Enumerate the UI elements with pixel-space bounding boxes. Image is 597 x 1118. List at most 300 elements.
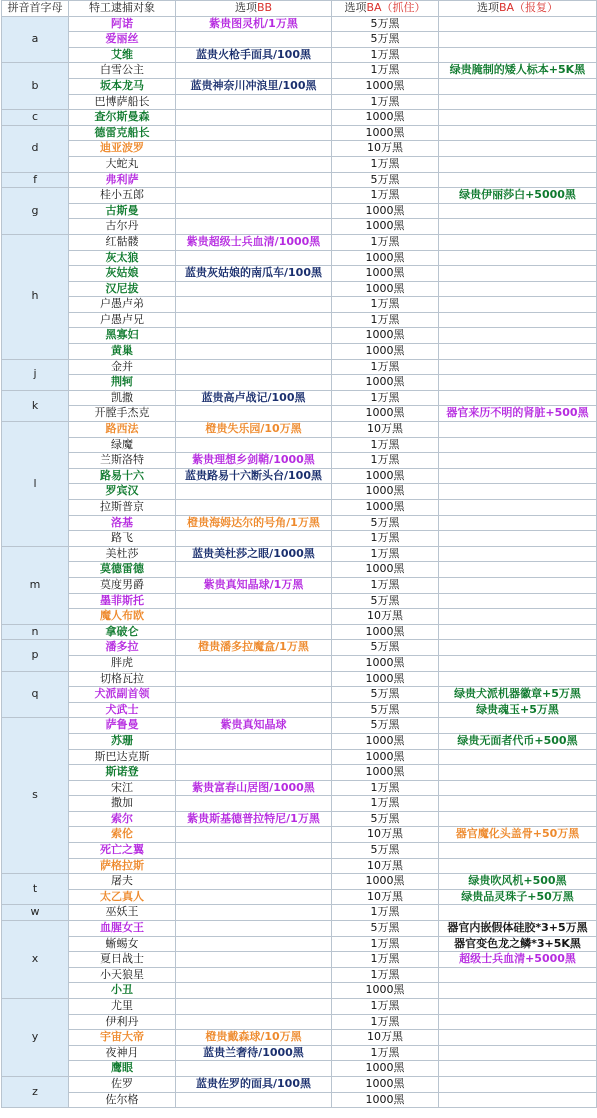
option-bb-cell [176, 94, 332, 110]
option-bb-cell [176, 609, 332, 625]
option-bb-cell [176, 874, 332, 890]
option-ba-capture-cell: 10万黑 [332, 889, 439, 905]
option-bb-cell [176, 359, 332, 375]
table-row [2, 328, 597, 344]
option-ba-capture-cell: 1000黑 [332, 406, 439, 422]
table-row [2, 188, 597, 204]
pinyin-initial-cell: l [2, 422, 69, 547]
option-ba-capture-cell: 1万黑 [332, 936, 439, 952]
option-ba-capture-cell: 1000黑 [332, 624, 439, 640]
option-ba-revenge-cell: 绿贵魂玉+5万黑 [439, 702, 597, 718]
option-bb-cell: 橙贵潘多拉魔盒/1万黑 [176, 640, 332, 656]
option-ba-capture-cell: 5万黑 [332, 640, 439, 656]
table-row [2, 453, 597, 469]
option-ba-capture-cell: 1万黑 [332, 577, 439, 593]
option-ba-revenge-cell [439, 94, 597, 110]
option-ba-revenge-cell [439, 967, 597, 983]
target-name-cell: 古尔丹 [69, 219, 176, 235]
table-row [2, 172, 597, 188]
option-ba-revenge-cell [439, 905, 597, 921]
table-row [2, 593, 597, 609]
option-bb-cell: 蓝贵高卢战记/100黑 [176, 390, 332, 406]
option-bb-cell [176, 1092, 332, 1108]
table-row [2, 375, 597, 391]
option-ba-revenge-cell: 器官来历不明的肾脏+500黑 [439, 406, 597, 422]
option-ba-capture-cell: 1万黑 [332, 1045, 439, 1061]
table-row [2, 655, 597, 671]
option-ba-capture-cell: 1万黑 [332, 437, 439, 453]
target-name-cell: 美杜莎 [69, 546, 176, 562]
option-bb-cell: 紫贵真知晶球 [176, 718, 332, 734]
option-ba-revenge-cell [439, 32, 597, 48]
table-row [2, 406, 597, 422]
option-ba-revenge-cell [439, 843, 597, 859]
option-ba-capture-cell: 10万黑 [332, 827, 439, 843]
option-bb-cell: 蓝贵神奈川冲浪里/100黑 [176, 78, 332, 94]
target-name-cell: 路飞 [69, 531, 176, 547]
option-bb-cell [176, 141, 332, 157]
table-row [2, 250, 597, 266]
table-row [2, 983, 597, 999]
option-bb-cell: 蓝贵路易十六断头台/100黑 [176, 468, 332, 484]
option-bb-cell [176, 655, 332, 671]
target-name-cell: 拉斯普京 [69, 500, 176, 516]
table-row [2, 952, 597, 968]
option-ba-capture-cell: 1000黑 [332, 328, 439, 344]
table-row [2, 905, 597, 921]
table-row [2, 702, 597, 718]
target-name-cell: 墨菲斯托 [69, 593, 176, 609]
table-row [2, 874, 597, 890]
target-name-cell: 苏珊 [69, 733, 176, 749]
option-ba-revenge-cell [439, 266, 597, 282]
target-name-cell: 索尔 [69, 811, 176, 827]
option-bb-cell [176, 967, 332, 983]
option-ba-capture-cell: 1000黑 [332, 203, 439, 219]
table-row [2, 390, 597, 406]
option-ba-capture-cell: 5万黑 [332, 16, 439, 32]
option-bb-cell: 紫贵富春山居图/1000黑 [176, 780, 332, 796]
option-bb-cell [176, 110, 332, 126]
table-row [2, 437, 597, 453]
pinyin-initial-cell: q [2, 671, 69, 718]
option-bb-cell [176, 827, 332, 843]
option-ba-capture-cell: 1000黑 [332, 110, 439, 126]
table-row [2, 422, 597, 438]
table-row [2, 889, 597, 905]
target-name-cell: 巫妖王 [69, 905, 176, 921]
target-name-cell: 桂小五郎 [69, 188, 176, 204]
option-ba-capture-cell: 1000黑 [332, 78, 439, 94]
header-pinyin-initial: 拼音首字母 [2, 1, 69, 17]
option-ba-capture-cell: 5万黑 [332, 702, 439, 718]
option-ba-revenge-cell [439, 796, 597, 812]
option-bb-cell: 紫贵真知晶球/1万黑 [176, 577, 332, 593]
option-bb-cell [176, 796, 332, 812]
target-name-cell: 萨格拉斯 [69, 858, 176, 874]
option-bb-cell [176, 531, 332, 547]
option-ba-revenge-cell: 绿贵吹风机+500黑 [439, 874, 597, 890]
option-ba-capture-cell: 1万黑 [332, 312, 439, 328]
pinyin-initial-cell: x [2, 921, 69, 999]
option-ba-revenge-cell [439, 671, 597, 687]
table-row [2, 796, 597, 812]
option-bb-cell [176, 843, 332, 859]
option-ba-revenge-cell [439, 609, 597, 625]
option-ba-revenge-cell: 器官变色龙之鳞*3+5K黑 [439, 936, 597, 952]
option-ba-revenge-cell: 器官内嵌假体硅胶*3+5万黑 [439, 921, 597, 937]
option-bb-cell [176, 858, 332, 874]
table-row [2, 718, 597, 734]
option-bb-cell [176, 297, 332, 313]
option-bb-cell [176, 500, 332, 516]
option-ba-capture-cell: 1万黑 [332, 531, 439, 547]
option-ba-revenge-cell [439, 203, 597, 219]
option-ba-capture-cell: 10万黑 [332, 858, 439, 874]
option-ba-revenge-cell [439, 78, 597, 94]
target-name-cell: 萨鲁曼 [69, 718, 176, 734]
target-name-cell: 户愚卢弟 [69, 297, 176, 313]
option-ba-capture-cell: 1万黑 [332, 188, 439, 204]
header-option-ba-capture: 选项BA（抓住） [332, 1, 439, 17]
option-bb-cell [176, 671, 332, 687]
target-name-cell: 户愚卢兄 [69, 312, 176, 328]
target-name-cell: 莫度男爵 [69, 577, 176, 593]
target-name-cell: 红骷髅 [69, 234, 176, 250]
target-name-cell: 小丑 [69, 983, 176, 999]
option-ba-revenge-cell: 器官魔化头盖骨+50万黑 [439, 827, 597, 843]
option-ba-revenge-cell [439, 780, 597, 796]
table-row [2, 671, 597, 687]
target-name-cell: 血腥女王 [69, 921, 176, 937]
table-row [2, 281, 597, 297]
table-row [2, 1092, 597, 1108]
option-bb-cell: 蓝贵佐罗的面具/100黑 [176, 1076, 332, 1092]
target-name-cell: 潘多拉 [69, 640, 176, 656]
option-ba-capture-cell: 1000黑 [332, 266, 439, 282]
option-ba-capture-cell: 10万黑 [332, 422, 439, 438]
pinyin-initial-cell: t [2, 874, 69, 905]
option-ba-revenge-cell [439, 1061, 597, 1077]
option-ba-revenge-cell [439, 655, 597, 671]
pinyin-initial-cell: j [2, 359, 69, 390]
option-bb-cell [176, 375, 332, 391]
option-ba-revenge-cell [439, 141, 597, 157]
table-row [2, 500, 597, 516]
option-bb-cell [176, 593, 332, 609]
table-row [2, 1014, 597, 1030]
table-row [2, 843, 597, 859]
target-name-cell: 爱丽丝 [69, 32, 176, 48]
option-ba-capture-cell: 1万黑 [332, 546, 439, 562]
option-ba-capture-cell: 1000黑 [332, 562, 439, 578]
pinyin-initial-cell: y [2, 999, 69, 1077]
option-bb-cell [176, 687, 332, 703]
option-ba-revenge-cell [439, 437, 597, 453]
target-name-cell: 黑寡妇 [69, 328, 176, 344]
option-ba-capture-cell: 1000黑 [332, 281, 439, 297]
option-ba-revenge-cell [439, 1030, 597, 1046]
target-name-cell: 犬派副首领 [69, 687, 176, 703]
table-row [2, 577, 597, 593]
option-ba-capture-cell: 1万黑 [332, 390, 439, 406]
option-bb-cell [176, 921, 332, 937]
option-ba-revenge-cell [439, 219, 597, 235]
table-row [2, 1061, 597, 1077]
option-ba-revenge-cell [439, 359, 597, 375]
table-row [2, 562, 597, 578]
option-bb-cell: 蓝贵灰姑娘的南瓜车/100黑 [176, 266, 332, 282]
target-name-cell: 太乙真人 [69, 889, 176, 905]
option-bb-cell: 紫贵超级士兵血清/1000黑 [176, 234, 332, 250]
option-ba-capture-cell: 1000黑 [332, 765, 439, 781]
table-row [2, 359, 597, 375]
table-row [2, 78, 597, 94]
option-ba-capture-cell: 1万黑 [332, 952, 439, 968]
target-name-cell: 白雪公主 [69, 63, 176, 79]
target-name-cell: 黄巢 [69, 344, 176, 360]
target-name-cell: 查尔斯曼森 [69, 110, 176, 126]
option-bb-cell [176, 312, 332, 328]
target-name-cell: 拿破仑 [69, 624, 176, 640]
option-bb-cell [176, 63, 332, 79]
table-row [2, 765, 597, 781]
target-name-cell: 尤里 [69, 999, 176, 1015]
table-row [2, 110, 597, 126]
table-row [2, 546, 597, 562]
option-ba-capture-cell: 1000黑 [332, 733, 439, 749]
target-name-cell: 灰太狼 [69, 250, 176, 266]
table-row [2, 63, 597, 79]
option-bb-cell [176, 624, 332, 640]
option-ba-capture-cell: 1000黑 [332, 484, 439, 500]
option-ba-revenge-cell [439, 281, 597, 297]
option-bb-cell [176, 1014, 332, 1030]
target-name-cell: 宋江 [69, 780, 176, 796]
option-ba-revenge-cell [439, 312, 597, 328]
option-ba-revenge-cell [439, 1092, 597, 1108]
pinyin-initial-cell: s [2, 718, 69, 874]
option-ba-capture-cell: 1000黑 [332, 983, 439, 999]
option-ba-revenge-cell [439, 577, 597, 593]
target-name-cell: 坂本龙马 [69, 78, 176, 94]
option-bb-cell [176, 1061, 332, 1077]
target-name-cell: 兰斯洛特 [69, 453, 176, 469]
option-ba-capture-cell: 1000黑 [332, 1076, 439, 1092]
table-row [2, 94, 597, 110]
option-ba-capture-cell: 5万黑 [332, 921, 439, 937]
pinyin-initial-cell: k [2, 390, 69, 421]
option-bb-cell [176, 250, 332, 266]
pinyin-initial-cell: c [2, 110, 69, 126]
table-row [2, 266, 597, 282]
option-ba-revenge-cell [439, 999, 597, 1015]
option-bb-cell [176, 32, 332, 48]
target-name-cell: 艾维 [69, 47, 176, 63]
target-name-cell: 斯诺登 [69, 765, 176, 781]
option-bb-cell [176, 702, 332, 718]
option-bb-cell [176, 936, 332, 952]
table-row [2, 203, 597, 219]
option-bb-cell [176, 344, 332, 360]
table-row [2, 312, 597, 328]
pinyin-initial-cell: h [2, 234, 69, 359]
table-row [2, 234, 597, 250]
pinyin-initial-cell: f [2, 172, 69, 188]
option-ba-revenge-cell [439, 453, 597, 469]
option-bb-cell [176, 437, 332, 453]
target-name-cell: 荆轲 [69, 375, 176, 391]
table-row [2, 811, 597, 827]
target-name-cell: 莫德雷德 [69, 562, 176, 578]
target-name-cell: 魔人布欧 [69, 609, 176, 625]
option-ba-revenge-cell [439, 344, 597, 360]
table-row [2, 936, 597, 952]
option-ba-capture-cell: 1000黑 [332, 500, 439, 516]
table-row [2, 1030, 597, 1046]
table-row [2, 219, 597, 235]
option-ba-revenge-cell [439, 390, 597, 406]
option-ba-revenge-cell [439, 858, 597, 874]
pinyin-initial-cell: z [2, 1076, 69, 1107]
option-ba-capture-cell: 1万黑 [332, 94, 439, 110]
target-name-cell: 绿魔 [69, 437, 176, 453]
target-name-cell: 屠夫 [69, 874, 176, 890]
option-ba-capture-cell: 1000黑 [332, 468, 439, 484]
table-row [2, 1045, 597, 1061]
option-bb-cell [176, 749, 332, 765]
pinyin-initial-cell: p [2, 640, 69, 671]
option-ba-revenge-cell [439, 484, 597, 500]
option-ba-revenge-cell [439, 172, 597, 188]
option-ba-capture-cell: 1000黑 [332, 655, 439, 671]
table-body [2, 16, 597, 1108]
option-ba-revenge-cell [439, 531, 597, 547]
table-row [2, 531, 597, 547]
target-name-cell: 佐罗 [69, 1076, 176, 1092]
option-ba-capture-cell: 1万黑 [332, 359, 439, 375]
target-name-cell: 胖虎 [69, 655, 176, 671]
option-ba-capture-cell: 1000黑 [332, 125, 439, 141]
option-ba-revenge-cell [439, 640, 597, 656]
option-bb-cell [176, 999, 332, 1015]
option-ba-revenge-cell [439, 624, 597, 640]
table-row [2, 32, 597, 48]
target-name-cell: 夜神月 [69, 1045, 176, 1061]
table-row [2, 921, 597, 937]
option-ba-revenge-cell [439, 250, 597, 266]
table-row [2, 609, 597, 625]
pinyin-initial-cell: m [2, 546, 69, 624]
option-ba-revenge-cell [439, 156, 597, 172]
option-ba-revenge-cell [439, 234, 597, 250]
option-ba-revenge-cell [439, 1014, 597, 1030]
table-header [2, 1, 597, 17]
option-ba-revenge-cell [439, 125, 597, 141]
option-bb-cell [176, 188, 332, 204]
header-target: 特工逮捕对象 [69, 1, 176, 17]
option-ba-revenge-cell: 绿贵品灵珠子+50万黑 [439, 889, 597, 905]
option-ba-revenge-cell: 绿贵腌制的矮人标本+5K黑 [439, 63, 597, 79]
option-ba-revenge-cell [439, 546, 597, 562]
target-name-cell: 开膛手杰克 [69, 406, 176, 422]
target-name-cell: 夏日战士 [69, 952, 176, 968]
option-ba-revenge-cell [439, 1045, 597, 1061]
option-ba-capture-cell: 10万黑 [332, 141, 439, 157]
option-ba-capture-cell: 1000黑 [332, 1092, 439, 1108]
header-option-bb: 选项BB [176, 1, 332, 17]
table-row [2, 999, 597, 1015]
option-ba-capture-cell: 1万黑 [332, 780, 439, 796]
table-row [2, 16, 597, 32]
option-ba-capture-cell: 5万黑 [332, 172, 439, 188]
option-ba-capture-cell: 5万黑 [332, 593, 439, 609]
option-ba-capture-cell: 1万黑 [332, 999, 439, 1015]
target-name-cell: 斯巴达克斯 [69, 749, 176, 765]
option-bb-cell [176, 406, 332, 422]
option-bb-cell [176, 203, 332, 219]
target-name-cell: 迪亚波罗 [69, 141, 176, 157]
option-bb-cell [176, 889, 332, 905]
option-ba-capture-cell: 10万黑 [332, 609, 439, 625]
option-ba-revenge-cell [439, 47, 597, 63]
option-ba-revenge-cell [439, 375, 597, 391]
target-name-cell: 汉尼拔 [69, 281, 176, 297]
option-ba-revenge-cell: 绿贵犬派机器徽章+5万黑 [439, 687, 597, 703]
option-ba-capture-cell: 1万黑 [332, 47, 439, 63]
table-row [2, 624, 597, 640]
option-ba-revenge-cell [439, 811, 597, 827]
option-ba-capture-cell: 1万黑 [332, 1014, 439, 1030]
option-ba-capture-cell: 10万黑 [332, 1030, 439, 1046]
table-row [2, 468, 597, 484]
option-ba-revenge-cell [439, 328, 597, 344]
option-ba-capture-cell: 1000黑 [332, 344, 439, 360]
option-ba-revenge-cell [439, 562, 597, 578]
option-ba-capture-cell: 1000黑 [332, 219, 439, 235]
option-ba-capture-cell: 1000黑 [332, 375, 439, 391]
option-bb-cell: 蓝贵火枪手面具/100黑 [176, 47, 332, 63]
option-ba-revenge-cell [439, 749, 597, 765]
option-ba-revenge-cell [439, 515, 597, 531]
target-name-cell: 德雷克船长 [69, 125, 176, 141]
table-row [2, 344, 597, 360]
option-ba-capture-cell: 1万黑 [332, 234, 439, 250]
option-bb-cell [176, 328, 332, 344]
target-name-cell: 小天狼星 [69, 967, 176, 983]
option-bb-cell [176, 281, 332, 297]
option-bb-cell [176, 562, 332, 578]
option-ba-capture-cell: 1万黑 [332, 297, 439, 313]
option-ba-capture-cell: 1万黑 [332, 905, 439, 921]
target-name-cell: 阿诺 [69, 16, 176, 32]
target-name-cell: 鹰眼 [69, 1061, 176, 1077]
option-ba-revenge-cell: 绿贵无面者代币+500黑 [439, 733, 597, 749]
option-bb-cell: 蓝贵兰奢待/1000黑 [176, 1045, 332, 1061]
option-ba-capture-cell: 5万黑 [332, 515, 439, 531]
option-bb-cell [176, 484, 332, 500]
table-row [2, 1076, 597, 1092]
pinyin-initial-cell: w [2, 905, 69, 921]
option-bb-cell [176, 125, 332, 141]
table-row [2, 47, 597, 63]
option-bb-cell: 橙贵海姆达尔的号角/1万黑 [176, 515, 332, 531]
option-ba-revenge-cell: 超级士兵血清+5000黑 [439, 952, 597, 968]
option-ba-revenge-cell [439, 297, 597, 313]
target-name-cell: 路西法 [69, 422, 176, 438]
option-ba-capture-cell: 1万黑 [332, 967, 439, 983]
option-ba-revenge-cell [439, 110, 597, 126]
